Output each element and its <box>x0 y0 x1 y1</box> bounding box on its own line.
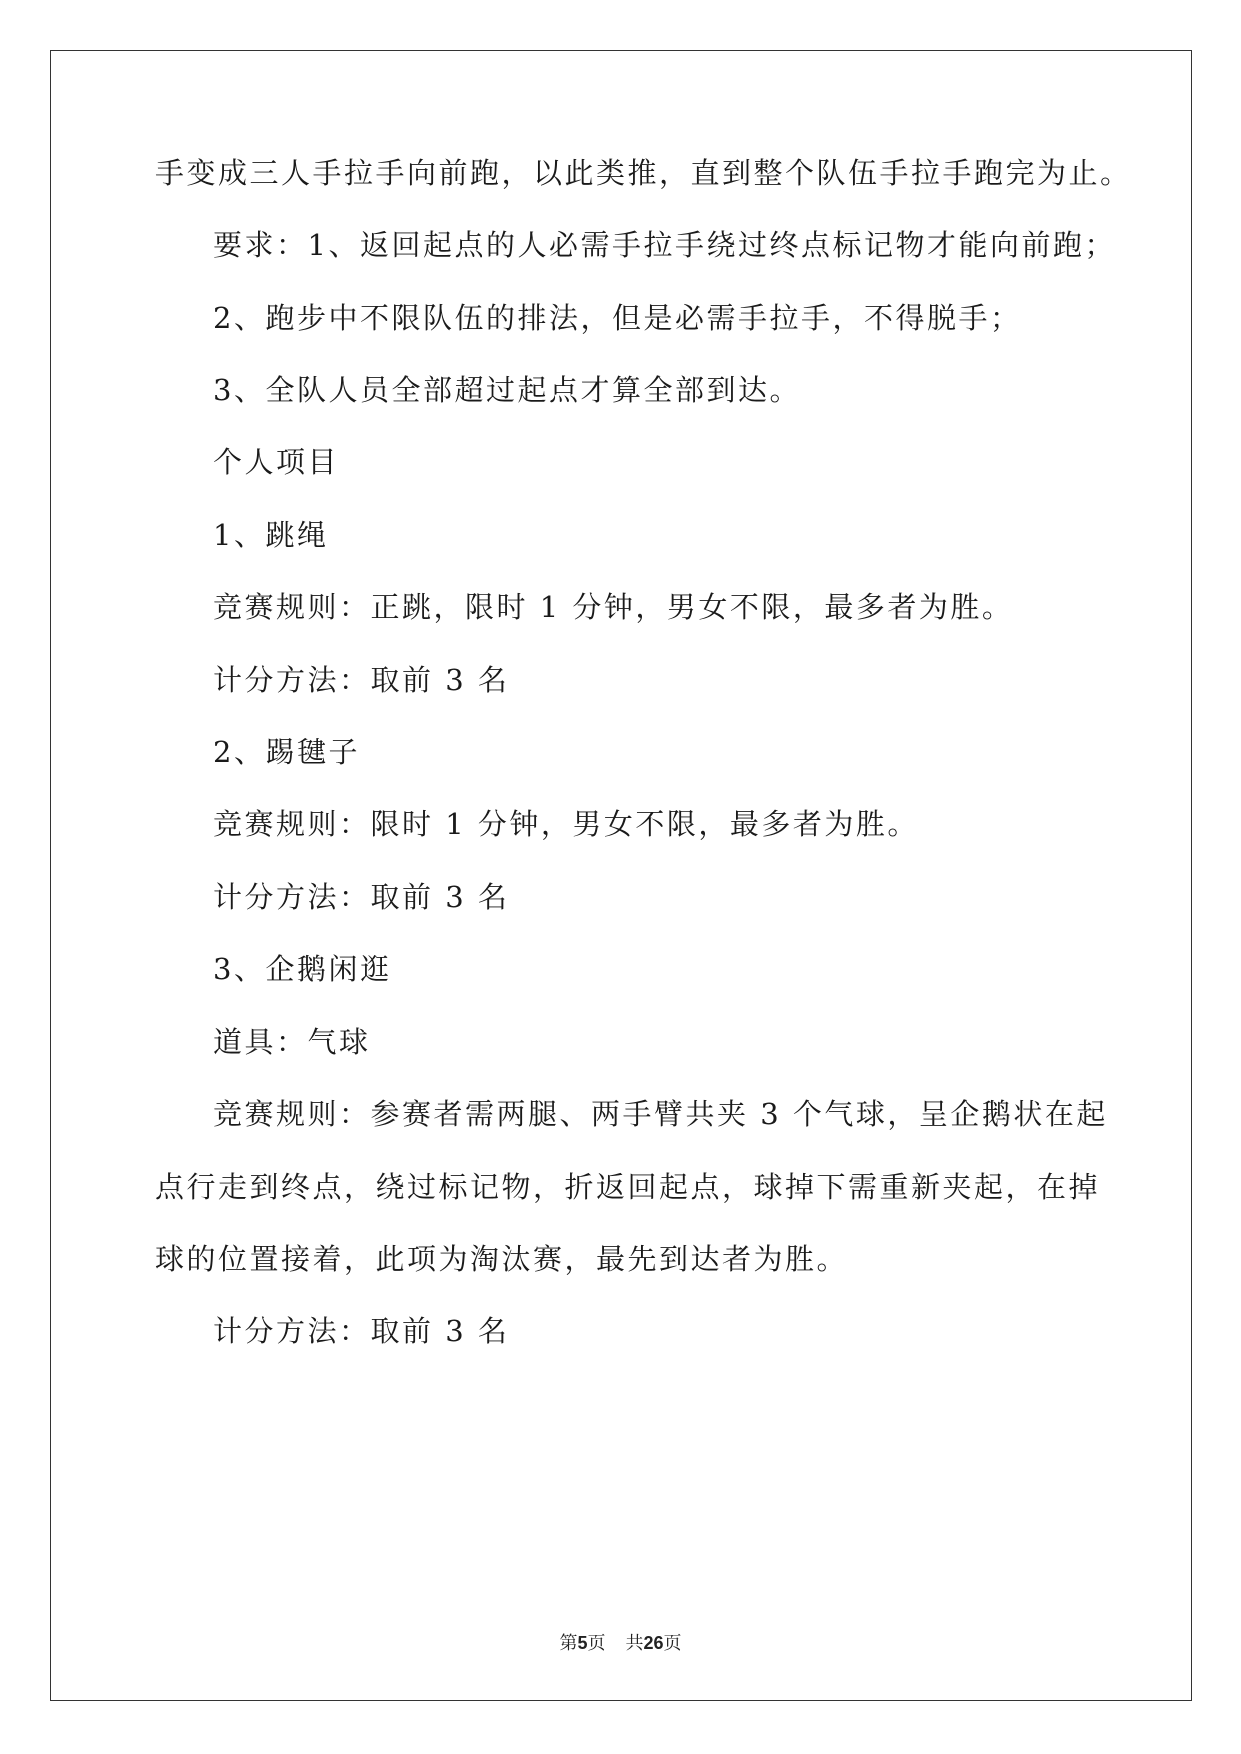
page-number: 5 <box>577 1633 588 1653</box>
total-suffix: 页 <box>663 1633 682 1653</box>
paragraph-line: 2、跑步中不限队伍的排法，但是必需手拉手，不得脱手； <box>213 301 1022 335</box>
paragraph-line: 点行走到终点，绕过标记物，折返回起点，球掉下需重新夹起，在掉 <box>155 1170 1101 1204</box>
page-footer <box>0 1631 1241 1655</box>
paragraph-line: 手变成三人手拉手向前跑，以此类推，直到整个队伍手拉手跑完为止。 <box>155 156 1132 190</box>
paragraph-line: 道具：气球 <box>213 1025 371 1059</box>
paragraph-line: 3、全队人员全部超过起点才算全部到达。 <box>213 373 801 407</box>
paragraph-line: 计分方法：取前 3 名 <box>213 880 510 914</box>
item-heading: 3、企鹅闲逛 <box>213 952 392 986</box>
paragraph-line: 计分方法：取前 3 名 <box>213 663 510 697</box>
paragraph-line: 竞赛规则：正跳，限时 1 分钟，男女不限，最多者为胜。 <box>213 590 1014 624</box>
paragraph-line: 要求：1、返回起点的人必需手拉手绕过终点标记物才能向前跑； <box>213 228 1116 262</box>
paragraph-line: 计分方法：取前 3 名 <box>213 1314 510 1348</box>
paragraph-line: 竞赛规则：限时 1 分钟，男女不限，最多者为胜。 <box>213 807 919 841</box>
total-prefix: 共 <box>625 1633 644 1653</box>
section-heading: 个人项目 <box>213 445 340 479</box>
page-suffix: 页 <box>587 1633 606 1653</box>
item-heading: 1、跳绳 <box>213 518 329 552</box>
paragraph-line: 球的位置接着，此项为淘汰赛，最先到达者为胜。 <box>155 1242 849 1276</box>
item-heading: 2、踢毽子 <box>213 735 360 769</box>
paragraph-line: 竞赛规则：参赛者需两腿、两手臂共夹 3 个气球，呈企鹅状在起 <box>213 1097 1108 1131</box>
total-pages: 26 <box>643 1633 664 1653</box>
page-prefix: 第 <box>559 1633 578 1653</box>
